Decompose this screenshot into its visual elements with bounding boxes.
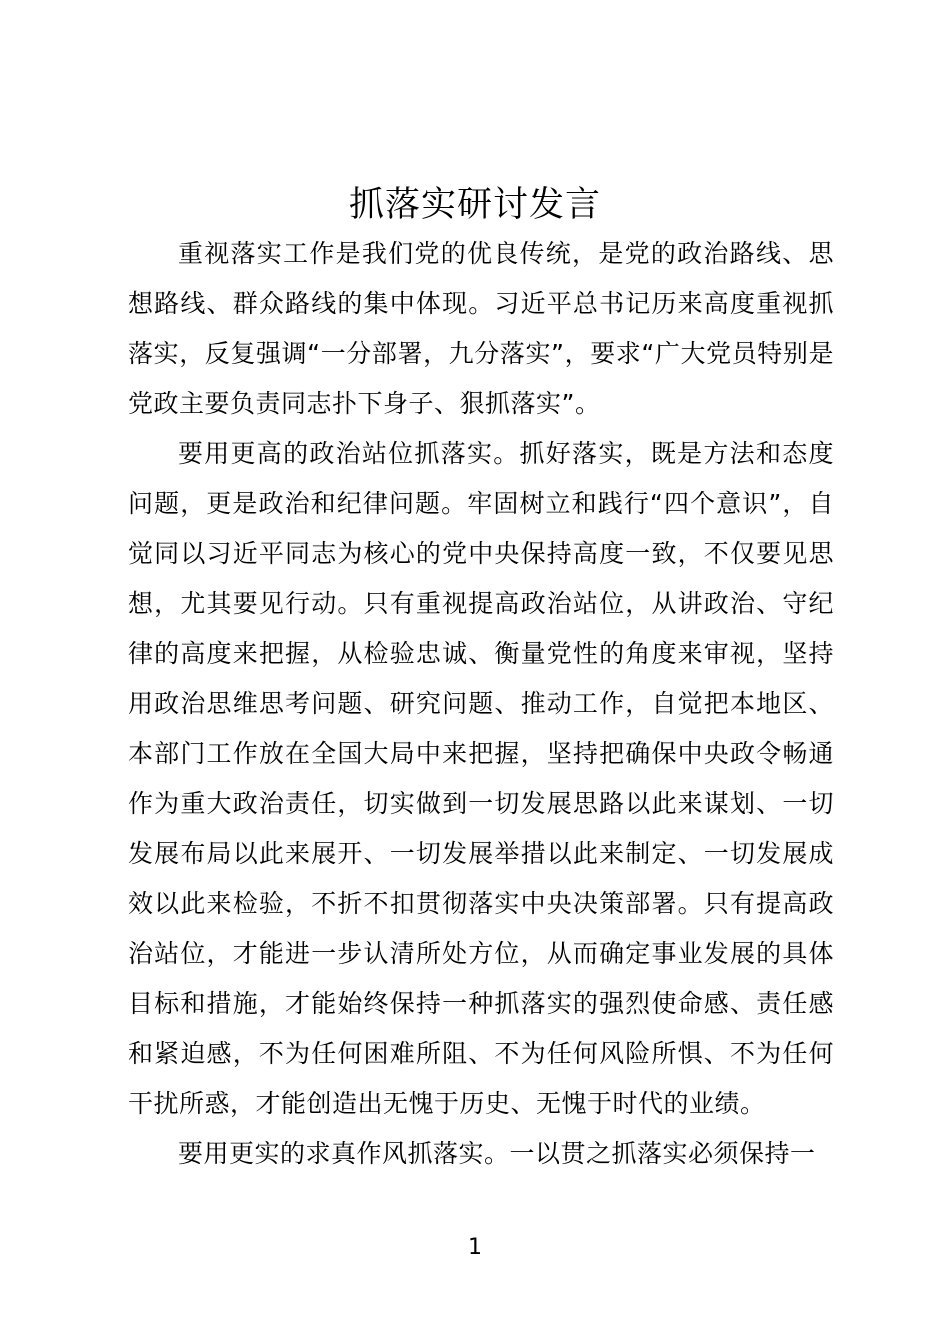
paragraph-1: 重视落实工作是我们党的优良传统，是党的政治路线、思想路线、群众路线的集中体现。习近平总书记历来高度重视抓落实，反复强调“一分部署，九分落实”，要求“广大党员特别是党政主要负责同志扑下身子、狠抓落实”。 <box>128 239 834 418</box>
page-number: 1 <box>468 1235 482 1260</box>
paragraph-3: 要用更实的求真作风抓落实。一以贯之抓落实必须保持一 <box>178 1139 816 1168</box>
document-title: 抓落实研讨发言 <box>348 185 601 225</box>
paragraph-2: 要用更高的政治站位抓落实。抓好落实，既是方法和态度问题，更是政治和纪律问题。牢固树立和践行“四个意识”，自觉同以习近平同志为核心的党中央保持高度一致，不仅要见思想，尤其要见行动。只有重视提高政治站位，从讲政治、守纪律的高度来把握，从检验忠诚、衡量党性的角度来审视，坚持用政治思维思考问题、研究问题、推动工作，自觉把本地区、本部门工作放在全国大局中来把握，坚持把确保中央政令畅通作为重大政治责任，切实做到一切发展思路以此来谋划、一切发展布局以此来展开、一切发展举措以此来制定、一切发展成效以此来检验，不折不扣贯彻落实中央决策部署。只有提高政治站位，才能进一步认清所处方位，从而确定事业发展的具体目标和措施，才能始终保持一种抓落实的强烈使命感、责任感和紧迫感，不为任何困难所阻、不为任何风险所惧、不为任何干扰所惑，才能创造出无愧于历史、无愧于时代的业绩。 <box>128 439 834 1118</box>
document-body <box>128 229 834 1179</box>
